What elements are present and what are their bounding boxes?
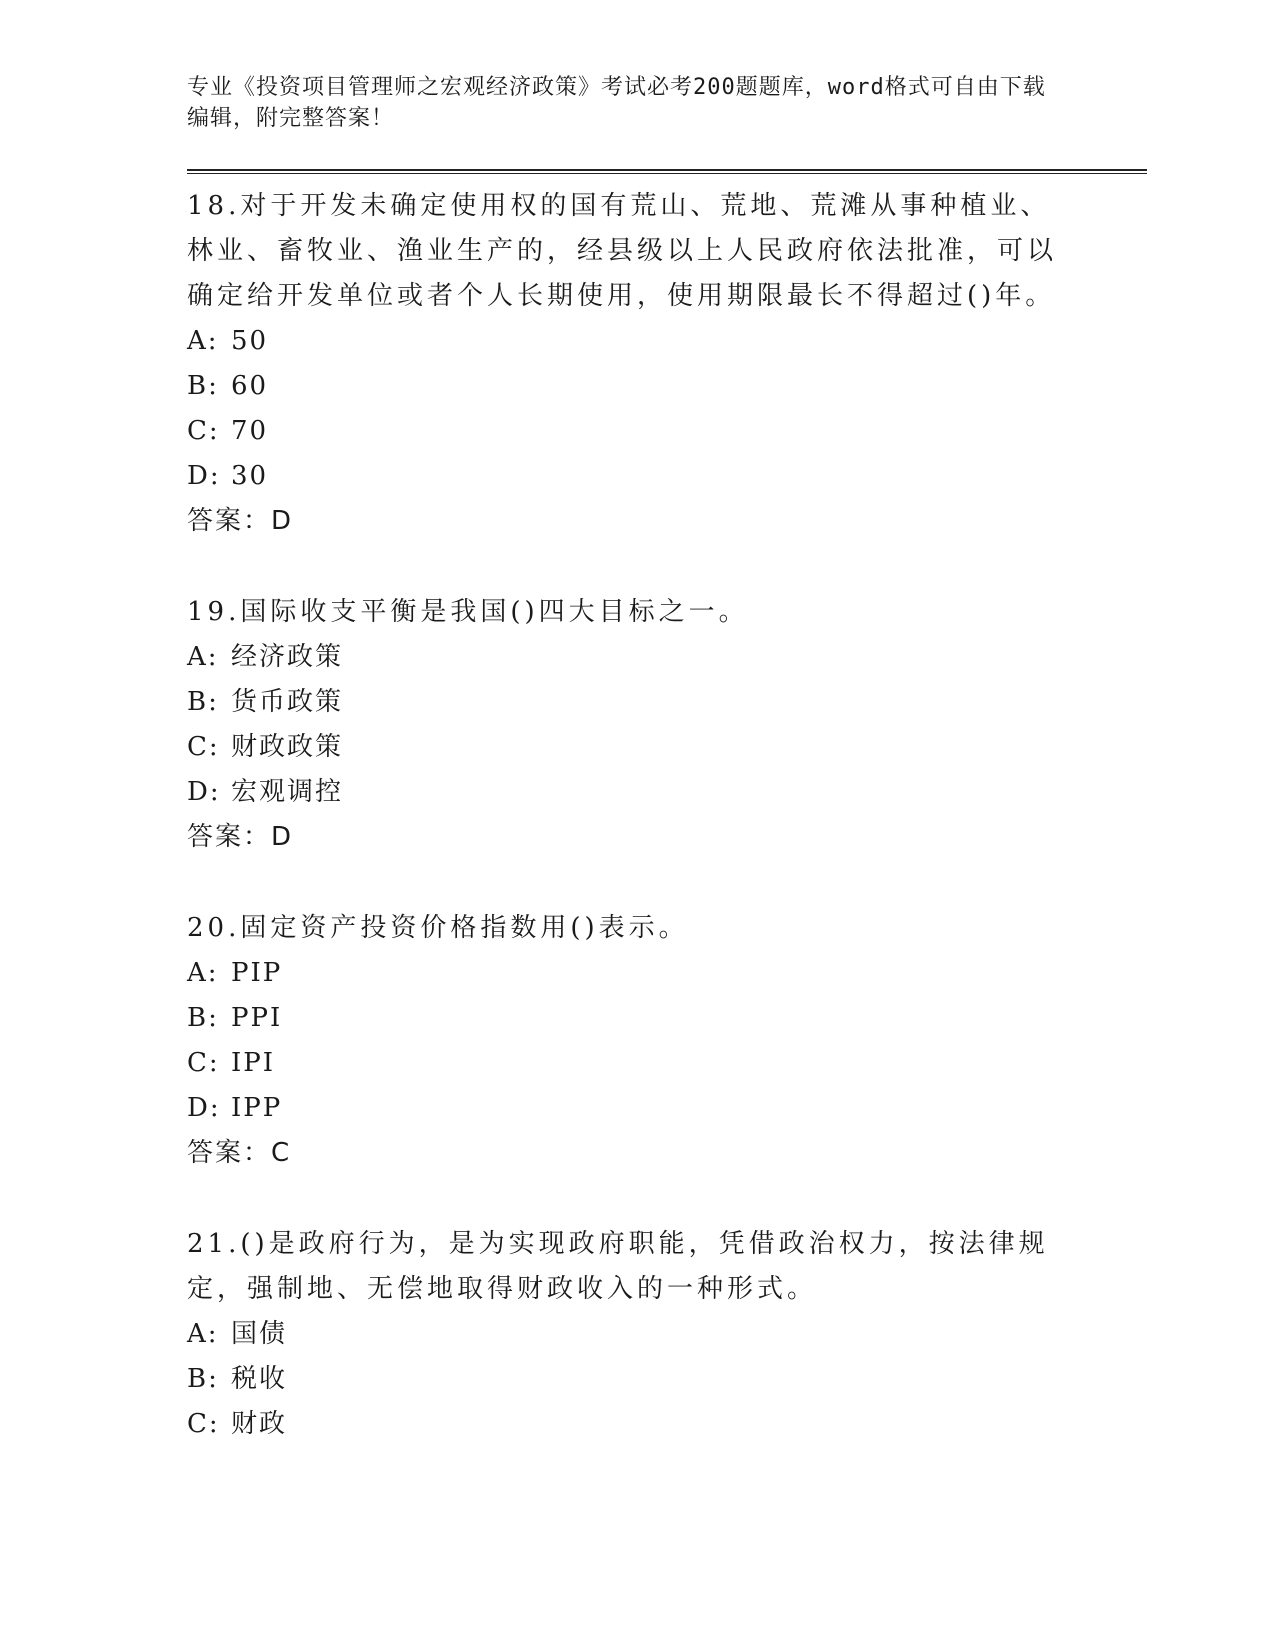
option-d bbox=[187, 1086, 1147, 1131]
question-19 bbox=[187, 590, 1147, 860]
option-a bbox=[187, 1312, 1147, 1357]
option-b bbox=[187, 996, 1147, 1041]
question-list bbox=[187, 184, 1147, 1447]
answer-label: 答案：D bbox=[187, 822, 294, 852]
option-letter: A: bbox=[187, 1319, 219, 1349]
question-stem: 19.国际收支平衡是我国()四大目标之一。 bbox=[187, 597, 749, 627]
option-a bbox=[187, 319, 1147, 364]
option-letter: A: bbox=[187, 642, 219, 672]
option-text: 70 bbox=[231, 416, 269, 446]
option-text: IPI bbox=[231, 1048, 276, 1078]
option-text: 50 bbox=[231, 326, 269, 356]
option-b bbox=[187, 1357, 1147, 1402]
option-text: 国债 bbox=[231, 1319, 288, 1349]
option-letter: C: bbox=[187, 732, 220, 762]
option-text: 经济政策 bbox=[231, 642, 344, 672]
option-b bbox=[187, 364, 1147, 409]
question-18 bbox=[187, 184, 1147, 544]
header-divider bbox=[187, 169, 1147, 174]
question-stem: 20.固定资产投资价格指数用()表示。 bbox=[187, 913, 689, 943]
option-text: 财政 bbox=[231, 1409, 288, 1439]
option-letter: C: bbox=[187, 416, 220, 446]
question-21 bbox=[187, 1222, 1147, 1447]
option-text: 货币政策 bbox=[231, 687, 344, 717]
option-c bbox=[187, 1041, 1147, 1086]
option-letter: D: bbox=[187, 777, 221, 807]
option-letter: B: bbox=[187, 687, 219, 717]
option-letter: D: bbox=[187, 1093, 221, 1123]
option-d bbox=[187, 770, 1147, 815]
answer-label: 答案：D bbox=[187, 506, 294, 536]
option-a bbox=[187, 951, 1147, 996]
option-text: PPI bbox=[231, 1003, 283, 1033]
question-stem: 21.()是政府行为，是为实现政府职能，凭借政治权力，按法律规定，强制地、无偿地取得财政收入的一种形式。 bbox=[187, 1229, 1049, 1304]
option-text: 60 bbox=[231, 371, 269, 401]
document-header: 专业《投资项目管理师之宏观经济政策》考试必考200题题库，word格式可自由下载编辑，附完整答案！ bbox=[187, 75, 1046, 131]
option-text: 30 bbox=[231, 461, 269, 491]
option-letter: C: bbox=[187, 1409, 220, 1439]
question-stem: 18.对于开发未确定使用权的国有荒山、荒地、荒滩从事种植业、林业、畜牧业、渔业生产的，经县级以上人民政府依法批准，可以确定给开发单位或者个人长期使用，使用期限最长不得超过()年。 bbox=[187, 191, 1058, 311]
option-text: 宏观调控 bbox=[231, 777, 344, 807]
option-letter: D: bbox=[187, 461, 221, 491]
option-text: IPP bbox=[231, 1093, 283, 1123]
option-text: 税收 bbox=[231, 1364, 288, 1394]
option-letter: C: bbox=[187, 1048, 220, 1078]
answer-label: 答案：C bbox=[187, 1138, 292, 1168]
option-a bbox=[187, 635, 1147, 680]
option-letter: B: bbox=[187, 1364, 219, 1394]
option-letter: B: bbox=[187, 1003, 219, 1033]
option-text: 财政政策 bbox=[231, 732, 344, 762]
document-page bbox=[187, 72, 1147, 1493]
option-letter: A: bbox=[187, 958, 219, 988]
option-c bbox=[187, 409, 1147, 454]
option-b bbox=[187, 680, 1147, 725]
option-d bbox=[187, 454, 1147, 499]
option-letter: B: bbox=[187, 371, 219, 401]
question-20 bbox=[187, 906, 1147, 1176]
option-c bbox=[187, 1402, 1147, 1447]
option-text: PIP bbox=[231, 958, 283, 988]
option-letter: A: bbox=[187, 326, 219, 356]
option-c bbox=[187, 725, 1147, 770]
